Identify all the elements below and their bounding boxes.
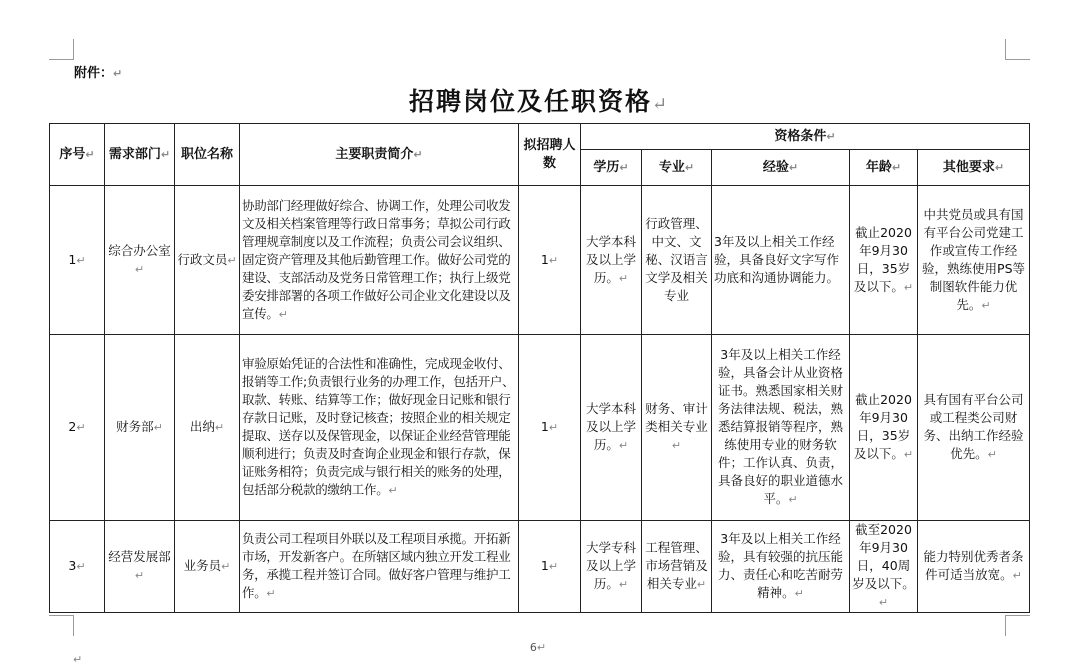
cell-no: 2↵ bbox=[50, 335, 105, 521]
cell-dept: 综合办公室↵ bbox=[105, 186, 175, 335]
table-row bbox=[50, 335, 1030, 521]
col-header-experience: 经验↵ bbox=[712, 150, 850, 186]
cell-other: 能力特别优秀者条件可适当放宽。↵ bbox=[918, 521, 1030, 613]
cell-experience: 3年及以上相关工作经验，具有较强的抗压能力、责任心和吃苦耐劳精神。↵ bbox=[712, 521, 850, 613]
cell-duties: 负责公司工程项目外联以及工程项目承揽。开拓新市场，开发新客户。在所辖区域内独立开发工程业务，承揽工程并签订合同。做好客户管理与维护工作。↵ bbox=[240, 521, 519, 613]
col-header-qualifications: 资格条件↵ bbox=[581, 124, 1030, 150]
col-header-count: 拟招聘人数 bbox=[519, 124, 581, 186]
cell-major: 财务、审计类相关专业↵ bbox=[642, 335, 712, 521]
cell-experience: 3年及以上相关工作经验，具备良好文字写作功底和沟通协调能力。 bbox=[712, 186, 850, 335]
table-row bbox=[50, 186, 1030, 335]
col-header-no: 序号↵ bbox=[50, 124, 105, 186]
cell-position: 业务员↵ bbox=[175, 521, 240, 613]
col-header-education: 学历↵ bbox=[581, 150, 642, 186]
col-header-position: 职位名称 bbox=[175, 124, 240, 186]
cell-major: 行政管理、中文、文秘、汉语言文学及相关专业 bbox=[642, 186, 712, 335]
crop-mark-bottom-right bbox=[1005, 615, 1030, 636]
page-number: 6↵ bbox=[529, 641, 547, 654]
cell-education: 大学本科及以上学历。↵ bbox=[581, 335, 642, 521]
cell-position: 出纳↵ bbox=[175, 335, 240, 521]
cell-no: 1↵ bbox=[50, 186, 105, 335]
cell-duties: 审验原始凭证的合法性和准确性，完成现金收付、报销等工作;负责银行业务的办理工作，包括开户、取款、转账、结算等工作；做好现金日记账和银行存款日记账，及时登记核查；按照企业的相关规定提取、送存以及保管现金，以保证企业经营管理能顺利进行；负责及时查询企业现金和银行存款，保证账务相符；负责完成与银行相关的账务的处理，包括部分税款的缴纳工作。↵ bbox=[240, 335, 519, 521]
cell-count: 1↵ bbox=[519, 186, 581, 335]
recruitment-table bbox=[49, 123, 1030, 613]
cell-no: 3↵ bbox=[50, 521, 105, 613]
cell-major: 工程管理、市场营销及相关专业↵ bbox=[642, 521, 712, 613]
attachment-label: 附件：↵ bbox=[74, 66, 123, 81]
crop-mark-bottom-left bbox=[49, 615, 74, 636]
col-header-other: 其他要求↵ bbox=[918, 150, 1030, 186]
cell-duties: 协助部门经理做好综合、协调工作，处理公司收发文及相关档案管理等行政日常事务；草拟公司行政管理规章制度以及工作流程；负责公司会议组织、固定资产管理及其他后勤管理工作。做好公司党的建设、支部活动及党务日常管理工作；执行上级党委安排部署的各项工作做好公司企业文化建设以及宣传。↵ bbox=[240, 186, 519, 335]
cell-experience: 3年及以上相关工作经验，具备会计从业资格证书。熟悉国家相关财务法律法规、税法，熟悉结算报销等程序，熟练使用专业的财务软件；工作认真、负责，具备良好的职业道德水平。↵ bbox=[712, 335, 850, 521]
crop-mark-top-right bbox=[1005, 39, 1030, 60]
cell-age: 截至2020年9月30日，40周岁及以下。↵ bbox=[850, 521, 918, 613]
table-row bbox=[50, 521, 1030, 613]
cell-other: 中共党员或具有国有平台公司党建工作或宣传工作经验，熟练使用PS等制图软件能力优先。↵ bbox=[918, 186, 1030, 335]
page-title: 招聘岗位及任职资格↵ bbox=[408, 87, 668, 116]
col-header-age: 年龄↵ bbox=[850, 150, 918, 186]
cell-education: 大学本科及以上学历。↵ bbox=[581, 186, 642, 335]
col-header-dept: 需求部门↵ bbox=[105, 124, 175, 186]
col-header-duties: 主要职责简介↵ bbox=[240, 124, 519, 186]
cell-dept: 财务部↵ bbox=[105, 335, 175, 521]
crop-mark-top-left bbox=[49, 39, 74, 60]
cell-position: 行政文员↵ bbox=[175, 186, 240, 335]
cell-education: 大学专科及以上学历。↵ bbox=[581, 521, 642, 613]
cell-age: 截止2020年9月30日，35岁及以下。↵ bbox=[850, 335, 918, 521]
paragraph-mark: ↵ bbox=[73, 653, 83, 666]
cell-age: 截止2020年9月30日，35岁及以下。↵ bbox=[850, 186, 918, 335]
col-header-major: 专业↵ bbox=[642, 150, 712, 186]
cell-count: 1↵ bbox=[519, 521, 581, 613]
cell-other: 具有国有平台公司或工程类公司财务、出纳工作经验优先。↵ bbox=[918, 335, 1030, 521]
cell-dept: 经营发展部↵ bbox=[105, 521, 175, 613]
header-row bbox=[50, 124, 1030, 150]
cell-count: 1↵ bbox=[519, 335, 581, 521]
